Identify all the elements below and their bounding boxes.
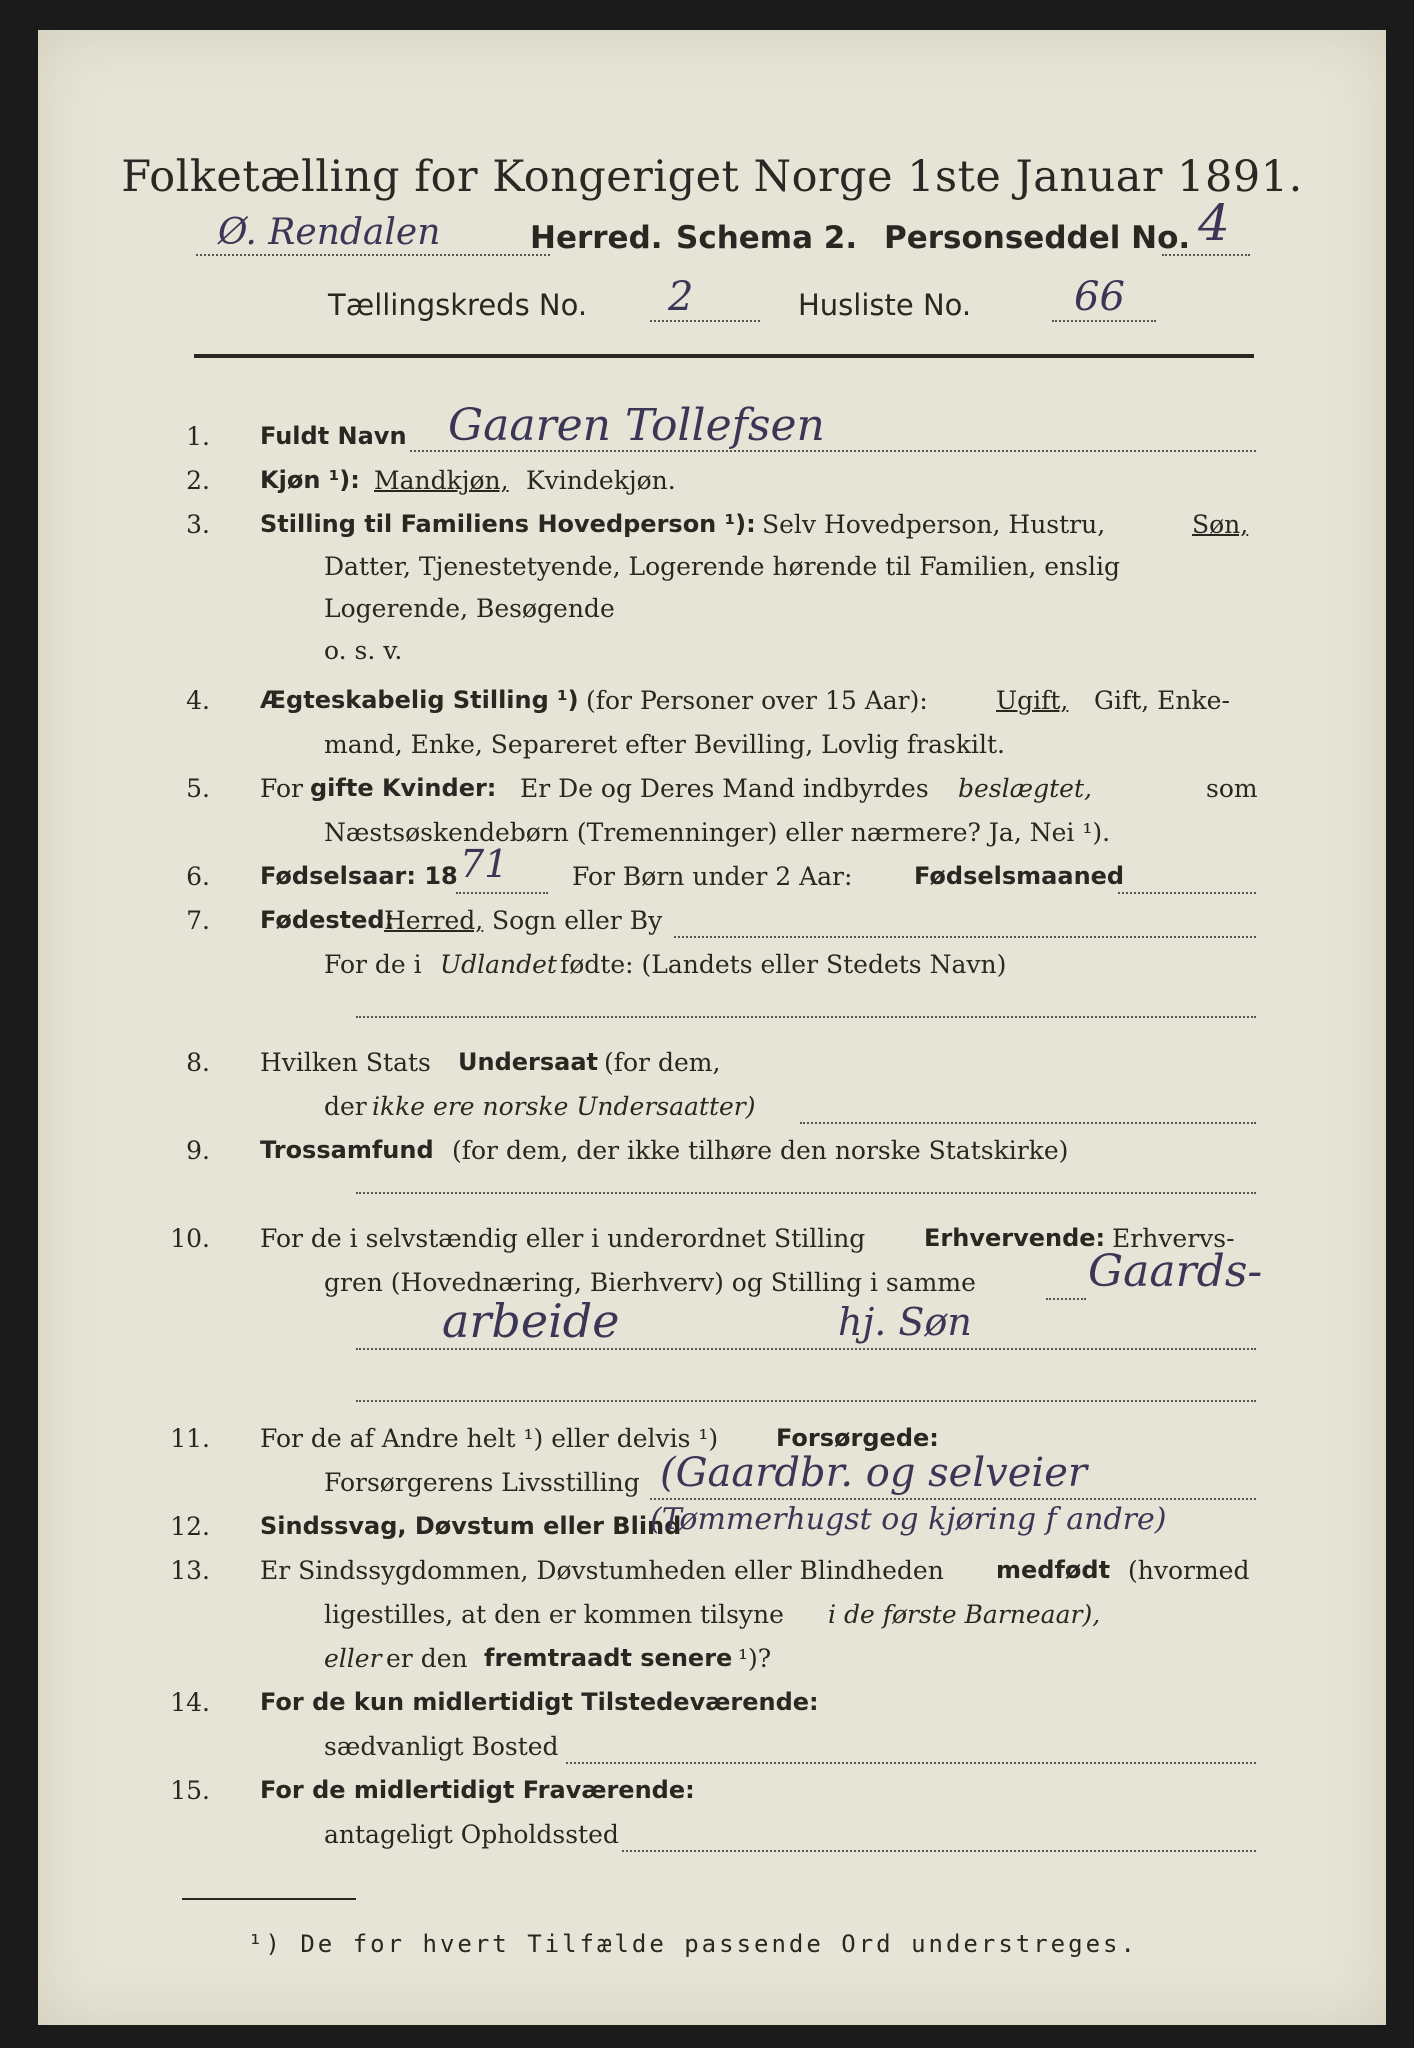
birth-month-line [1118,892,1256,894]
herred-handwritten: Ø. Rendalen [218,212,441,253]
temp-absent-label: For de midlertidigt Fraværende: [260,1776,695,1804]
item-number: 7. [186,906,210,935]
married-women-related: beslægtet, [958,774,1092,803]
item-number: 5. [186,774,210,803]
congenital-prefix: Er Sindssygdommen, Døvstumheden eller Blindheden [260,1556,944,1585]
kreds-label: Tællingskreds No. [328,288,588,322]
congenital-note: (hvormed [1128,1556,1250,1585]
birthplace-abroad-note: fødte: (Landets eller Stedets Navn) [560,950,1007,979]
occupation-erhvervs: Erhvervs- [1112,1224,1235,1253]
birth-year-handwritten: 71 [460,842,509,886]
religion-note: (for dem, der ikke tilhøre den norske Statskirke) [452,1136,1069,1165]
congenital-line2: ligestilles, at den er kommen tilsyne [324,1600,784,1629]
item-number: 1. [186,422,210,451]
item-number: 8. [186,1048,210,1077]
item-number: 14. [170,1688,210,1717]
temp-present-line [566,1762,1256,1764]
occupation-line4 [356,1400,1256,1402]
herred-dotted-line [196,254,550,256]
marital-status-unmarried: Ugift, [996,686,1069,715]
birth-year-label: Fødselsaar: 18 [260,862,458,890]
religion-label: Trossamfund [260,1136,434,1164]
congenital-line3-eller: eller [324,1644,382,1673]
item-number: 11. [170,1424,210,1453]
family-position-line2: Datter, Tjenestetyende, Logerende hørende til Familien, enslig [324,552,1121,581]
supported-line2: Forsørgerens Livsstilling [324,1468,640,1497]
birth-month-label: Fødselsmaaned [914,862,1125,890]
married-women-question: Er De og Deres Mand indbyrdes [520,774,929,803]
personseddel-dotted-line [1162,254,1250,256]
marital-status-options: Gift, Enke- [1094,686,1230,715]
occupation-line2: gren (Hovednæring, Bierhverv) og Stilling i samme [324,1268,976,1297]
family-position-line3: Logerende, Besøgende [324,594,615,623]
item-number: 15. [170,1776,210,1805]
congenital-line3-later: fremtraadt senere [484,1644,733,1672]
family-position-label: Stilling til Familiens Hovedperson ¹): [260,510,756,538]
husliste-label: Husliste No. [798,288,972,322]
married-women-line2: Næstsøskendebørn (Tremenninger) eller nærmere? Ja, Nei ¹). [324,818,1111,847]
supported-label: Forsørgede: [776,1424,939,1452]
married-women-prefix: For [260,774,303,803]
occupation-handwritten-b: arbeide [442,1294,620,1348]
citizenship-line2-italic: ikke ere norske Undersaatter) [372,1092,756,1121]
occupation-handwritten-a: Gaards- [1088,1246,1263,1297]
item-number: 9. [186,1136,210,1165]
sex-option-female: Kvindekjøn. [526,466,676,495]
husliste-handwritten: 66 [1074,274,1125,320]
occupation-line3 [356,1348,1256,1350]
personseddel-handwritten: 4 [1198,194,1230,252]
citizenship-label: Undersaat [458,1048,599,1076]
citizenship-line [800,1122,1256,1124]
religion-line [356,1192,1256,1194]
personseddel-label: Personseddel No. [884,220,1191,256]
full-name-handwritten: Gaaren Tollefsen [448,400,825,451]
item-number: 4. [186,686,210,715]
header-rule [194,354,1254,358]
item-number: 6. [186,862,210,891]
form-title: Folketælling for Kongeriget Norge 1ste Januar 1891. [121,152,1303,202]
sex-label: Kjøn ¹): [260,466,360,494]
temp-present-label: For de kun midlertidigt Tilstedeværende: [260,1688,819,1716]
birthplace-label: Fødested: [260,906,395,934]
citizenship-line2-prefix: der [324,1092,367,1121]
married-women-label: gifte Kvinder: [310,774,497,802]
birthplace-abroad-line [356,1016,1256,1018]
occupation-label: Erhvervende: [924,1224,1106,1252]
occupation-handwritten-c: hj. Søn [838,1300,972,1344]
item-number: 10. [170,1224,210,1253]
herred-label: Herred. [530,220,663,256]
congenital-line2-italic: i de første Barneaar), [828,1600,1101,1629]
birthplace-abroad-italic: Udlandet [440,950,557,979]
occupation-line2-dots [1046,1298,1086,1300]
footnote-rule [182,1898,356,1900]
marital-status-note: (for Personer over 15 Aar): [586,686,928,715]
temp-absent-line [622,1850,1256,1852]
temp-absent-line2: antageligt Opholdssted [324,1820,619,1849]
congenital-line3-end: ¹)? [738,1644,772,1673]
birthplace-line [674,936,1256,938]
birthplace-herred: Herred, [384,906,484,935]
item-number: 3. [186,510,210,539]
item-number: 2. [186,466,210,495]
married-women-som: som [1206,774,1258,803]
disability-label: Sindssvag, Døvstum eller Blind [260,1512,682,1540]
family-position-options: Selv Hovedperson, Hustru, [762,510,1106,539]
birthplace-abroad-prefix: For de i [324,950,422,979]
husliste-dotted-line [1052,320,1156,322]
sex-option-male: Mandkjøn, [374,466,509,495]
footnote: ¹) De for hvert Tilfælde passende Ord understreges. [248,1930,1138,1958]
marital-status-line2: mand, Enke, Separeret efter Bevilling, Lovlig fraskilt. [324,730,1005,759]
birthplace-options: Sogn eller By [492,906,663,935]
kreds-handwritten: 2 [668,274,694,320]
congenital-label: medfødt [996,1556,1111,1584]
citizenship-note: (for dem, [604,1048,721,1077]
supported-prefix: For de af Andre helt ¹) eller delvis ¹) [260,1424,719,1453]
schema-label: Schema 2. [676,220,858,256]
temp-present-line2: sædvanligt Bosted [324,1732,559,1761]
birth-month-note: For Børn under 2 Aar: [572,862,853,891]
citizenship-prefix: Hvilken Stats [260,1048,431,1077]
congenital-line3-text: er den [386,1644,468,1673]
supporter-handwritten: (Gaardbr. og selveier [660,1450,1087,1496]
disability-handwritten: (Tømmerhugst og kjøring f andre) [650,1502,1167,1537]
census-form-page [38,30,1386,2025]
supported-line [650,1498,1256,1500]
occupation-prefix: For de i selvstændig eller i underordnet Stilling [260,1224,866,1253]
full-name-label: Fuldt Navn [260,422,407,450]
family-position-line4: o. s. v. [324,636,403,665]
marital-status-label: Ægteskabelig Stilling ¹) [260,686,579,714]
family-position-son: Søn, [1192,510,1249,539]
item-number: 13. [170,1556,210,1585]
birth-year-line [456,892,548,894]
item-number: 12. [170,1512,210,1541]
kreds-dotted-line [650,320,760,322]
